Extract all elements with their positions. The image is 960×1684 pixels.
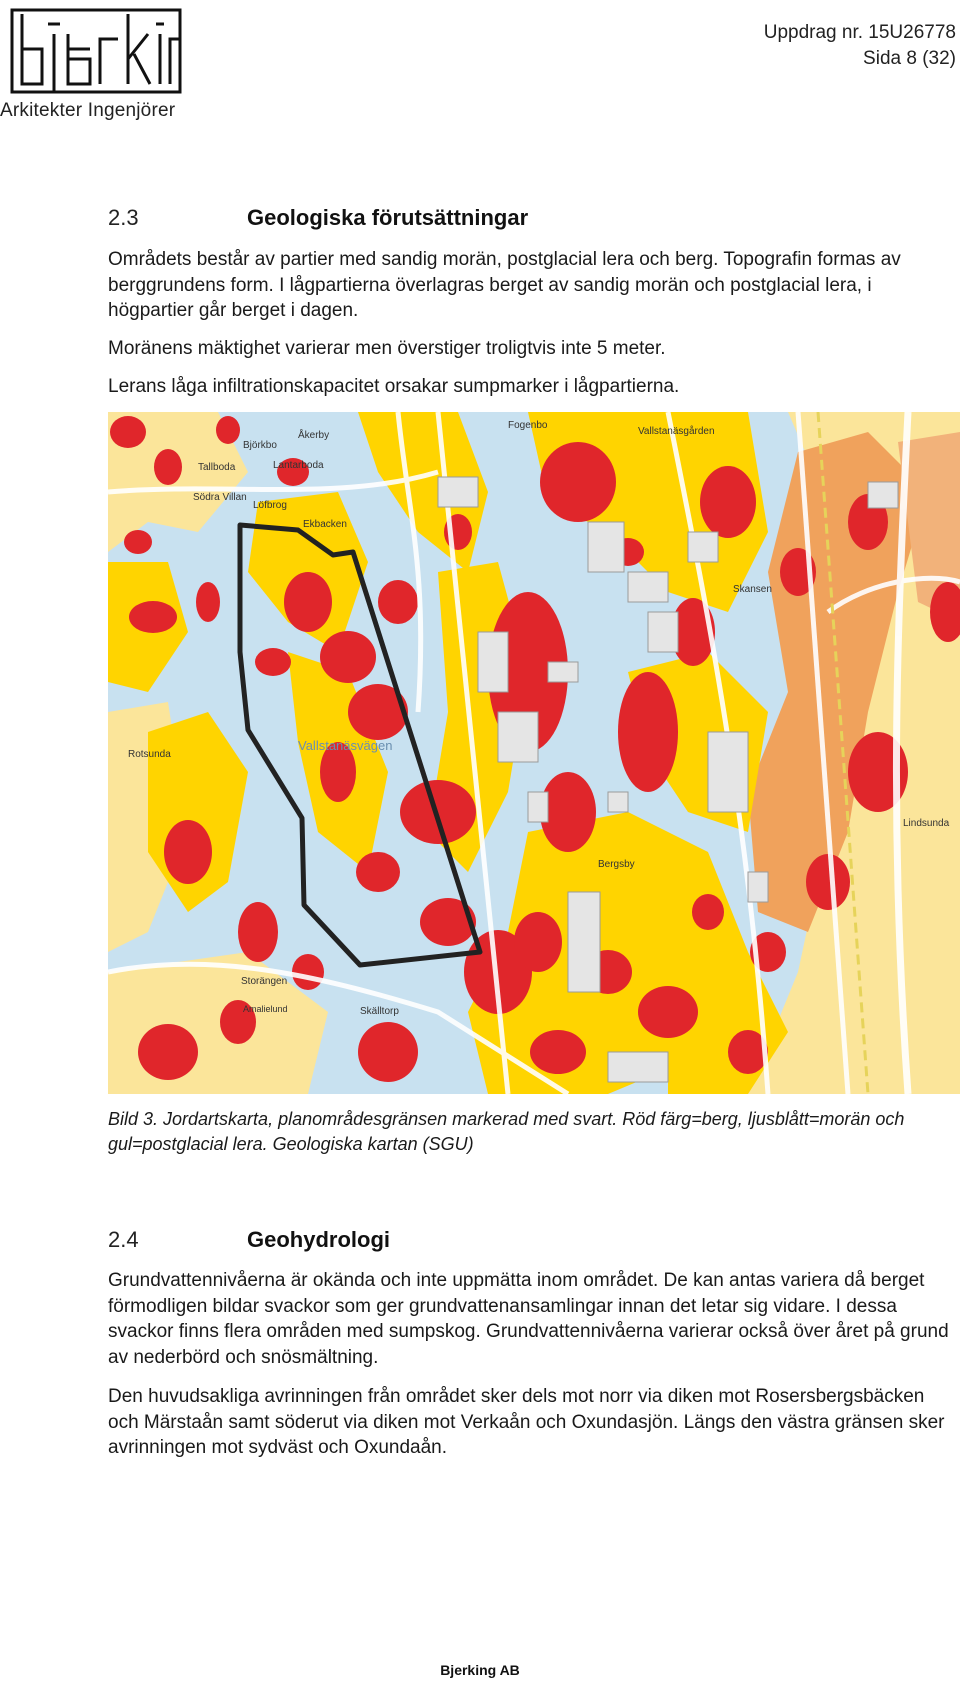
logo-subtitle: Arkitekter Ingenjörer <box>0 100 176 121</box>
section-2-3-title: Geologiska förutsättningar <box>247 205 529 230</box>
map-label-skalltorp: Skälltorp <box>360 1006 399 1017</box>
footer-company: Bjerking AB <box>440 1662 520 1678</box>
map-label-rotsunda: Rotsunda <box>128 749 171 760</box>
map-label-ekbacken: Ekbacken <box>303 519 347 530</box>
map-label-lofbrog: Löfbrog <box>253 500 287 511</box>
map-label-amalielund: Amalielund <box>243 1004 288 1014</box>
section-2-4-paragraph-1: Grundvattennivåerna är okända och inte uppmätta inom området. De kan antas variera då berget förmodligen bildar svackor som ger grundvattenansamlingar innan det letar sig vidare. I dessa svackor finns flera områden med sumpskog. Grundvattennivåerna varierar också över året på grund av nederbörd och snösmältning. <box>108 1270 949 1368</box>
section-2-4-number: 2.4 <box>108 1227 139 1252</box>
map-label-lindsunda: Lindsunda <box>903 818 950 829</box>
map-label-bergsby: Bergsby <box>598 859 635 870</box>
page-number: Sida 8 (32) <box>863 48 956 69</box>
map-label-akerby: Åkerby <box>298 430 330 441</box>
section-2-3-paragraph-2: Moränens mäktighet varierar men överstiger troligtvis inte 5 meter. <box>108 338 666 359</box>
section-2-3-number: 2.3 <box>108 205 139 230</box>
map-label-bjorkbo: Björkbo <box>243 440 277 451</box>
assignment-number: Uppdrag nr. 15U26778 <box>763 22 956 43</box>
map-caption: Bild 3. Jordartskarta, planområdesgränsen markerad med svart. Röd färg=berg, ljusblått=morän och gul=postglacial lera. Geologiska kartan (SGU) <box>108 1109 905 1154</box>
map-label-storangen: Storängen <box>241 976 288 987</box>
map-label-skansen: Skansen <box>733 584 772 595</box>
map-label-fogenbo: Fogenbo <box>508 420 548 431</box>
section-2-3-paragraph-3: Lerans låga infiltrationskapacitet orsakar sumpmarker i lågpartierna. <box>108 376 680 397</box>
map-label-tallboda: Tallboda <box>198 462 236 473</box>
map-label-sodra-villan: Södra Villan <box>193 492 247 503</box>
section-2-3-paragraph-1: Områdets består av partier med sandig morän, postglacial lera och berg. Topografin formas av berggrundens form. I lågpartierna överlagras berget av sandig morän och postglacial lera, i högpartier går berget i dagen. <box>108 249 901 321</box>
map-label-vallstanasgarden: Vallstanäsgården <box>638 426 715 437</box>
soil-map <box>108 412 960 1094</box>
map-label-vallstanasvagen: Vallstanäsvägen <box>298 738 393 753</box>
map-label-lantarboda: Lantarboda <box>273 460 324 471</box>
section-2-4-title: Geohydrologi <box>247 1227 390 1252</box>
section-2-4-paragraph-2: Den huvudsakliga avrinningen från området sker dels mot norr via diken mot Rosersbergsbäcken och Märstaån samt söderut via diken mot Verkaån och Oxundasjön. Längs den västra gränsen sker avrinningen mot sydväst och Oxundaån. <box>108 1386 945 1458</box>
